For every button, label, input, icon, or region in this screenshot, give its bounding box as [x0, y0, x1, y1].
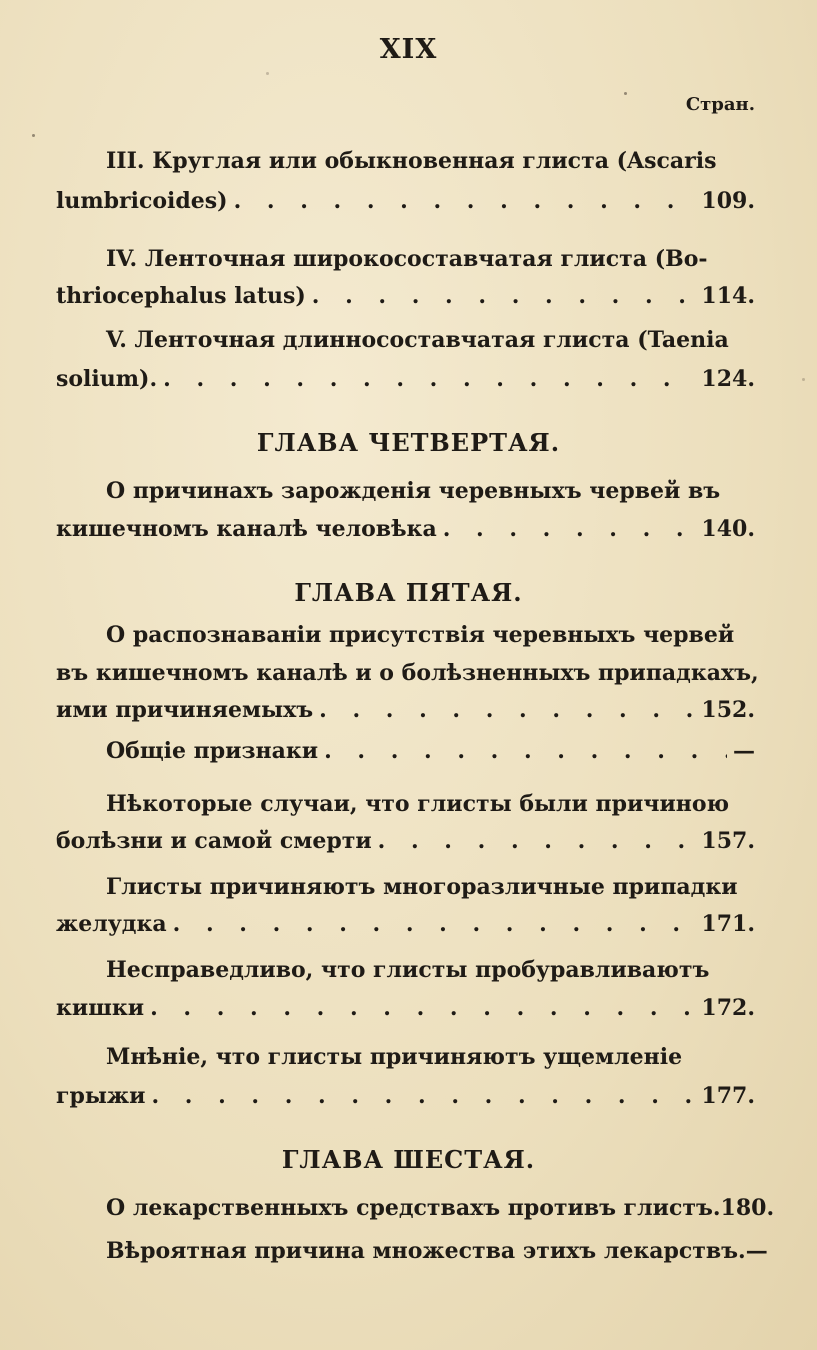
- paper-speck: [624, 92, 627, 95]
- toc-page-number: —: [745, 1238, 768, 1264]
- paper-speck: [266, 72, 269, 75]
- page-column-header: Стран.: [685, 94, 755, 115]
- toc-entry-line: [56, 516, 755, 542]
- paper-speck: [32, 134, 35, 137]
- toc-entry-line: [56, 188, 755, 214]
- paper-speck: [802, 378, 805, 381]
- toc-entry-line: [56, 911, 755, 937]
- toc-entry-line: [106, 791, 755, 817]
- toc-entry-text: Вѣроятная причина множества этихъ лекарствъ.: [106, 1238, 746, 1264]
- toc-entry-line: [106, 957, 755, 983]
- toc-entry-text: Нѣкоторые случаи, что глисты были причиною: [106, 791, 730, 817]
- dot-leader: [151, 1083, 695, 1109]
- dot-leader: [319, 697, 695, 723]
- dot-leader: [324, 738, 727, 764]
- toc-page-number: 124.: [701, 366, 755, 392]
- toc-entry-line: [56, 1083, 755, 1109]
- toc-page-number: 140.: [701, 516, 755, 542]
- page-number: XIX: [379, 34, 438, 65]
- toc-entry-line: [106, 738, 755, 764]
- toc-entry-line: [106, 327, 755, 353]
- toc-entry-text: lumbricoides): [56, 188, 228, 214]
- toc-page-number: 172.: [701, 995, 755, 1021]
- toc-entry-line: [106, 1044, 755, 1070]
- toc-entry-line: [106, 148, 755, 174]
- toc-page-number: 171.: [701, 911, 755, 937]
- toc-entry-line: [56, 366, 755, 392]
- dot-leader: [163, 366, 695, 392]
- dot-leader: [234, 188, 696, 214]
- chapter-heading: ГЛАВА ПЯТАЯ.: [294, 578, 523, 607]
- toc-entry-text: кишечномъ каналѣ человѣка: [56, 516, 437, 542]
- chapter-heading: ГЛАВА ЧЕТВЕРТАЯ.: [256, 428, 561, 457]
- toc-entry-line: [56, 283, 755, 309]
- toc-entry-text: желудка: [56, 911, 167, 937]
- dot-leader: [150, 995, 695, 1021]
- toc-entry-line: [56, 995, 755, 1021]
- toc-entry-line: [106, 874, 755, 900]
- toc-entry-text: въ кишечномъ каналѣ и о болѣзненныхъ припадкахъ,: [56, 660, 759, 686]
- toc-entry-line: [56, 828, 755, 854]
- toc-entry-text: thriocephalus latus): [56, 283, 306, 309]
- toc-entry-text: Общіе признаки: [106, 738, 319, 764]
- dot-leader: [173, 911, 696, 937]
- dot-leader: [443, 516, 696, 542]
- toc-entry-line: [106, 246, 755, 272]
- dot-leader: [312, 283, 696, 309]
- toc-entry-text: О лекарственныхъ средствахъ противъ глистъ.: [106, 1195, 721, 1221]
- toc-entry-line: [56, 697, 755, 723]
- toc-entry-text: Несправедливо, что глисты пробуравливаютъ: [106, 957, 710, 983]
- toc-entry-text: III. Круглая или обыкновенная глиста (Ascaris: [106, 148, 717, 174]
- toc-entry-text: кишки: [56, 995, 145, 1021]
- toc-entry-line: [106, 622, 755, 648]
- dot-leader: [378, 828, 696, 854]
- toc-entry-line: [106, 1238, 768, 1264]
- toc-page-number: 114.: [701, 283, 755, 309]
- toc-page-number: 177.: [701, 1083, 755, 1109]
- toc-page-number: —: [733, 738, 755, 764]
- toc-entry-text: IV. Ленточная широкосоставчатая глиста (Bo-: [106, 246, 708, 272]
- toc-entry-text: болѣзни и самой смерти: [56, 828, 372, 854]
- toc-page-number: 109.: [701, 188, 755, 214]
- toc-entry-text: О причинахъ зарожденія черевныхъ червей въ: [106, 478, 721, 504]
- toc-entry-text: ими причиняемыхъ: [56, 697, 314, 723]
- toc-page-number: 152.: [701, 697, 755, 723]
- chapter-heading: ГЛАВА ШЕСТАЯ.: [281, 1145, 536, 1174]
- toc-entry-line: [56, 660, 759, 686]
- toc-page-number: 157.: [701, 828, 755, 854]
- toc-entry-text: грыжи: [56, 1083, 146, 1109]
- toc-entry-text: solium).: [56, 366, 158, 392]
- toc-page-number: 180.: [720, 1195, 775, 1221]
- toc-entry-line: [106, 478, 755, 504]
- toc-entry-text: О распознаваніи присутствія черевныхъ червей: [106, 622, 735, 648]
- toc-entry-text: V. Ленточная длинносоставчатая глиста (Taenia: [106, 327, 729, 353]
- toc-entry-text: Мнѣніе, что глисты причиняютъ ущемленіе: [106, 1044, 683, 1070]
- toc-entry-text: Глисты причиняютъ многоразличные припадки: [106, 874, 738, 900]
- toc-entry-line: [106, 1195, 775, 1221]
